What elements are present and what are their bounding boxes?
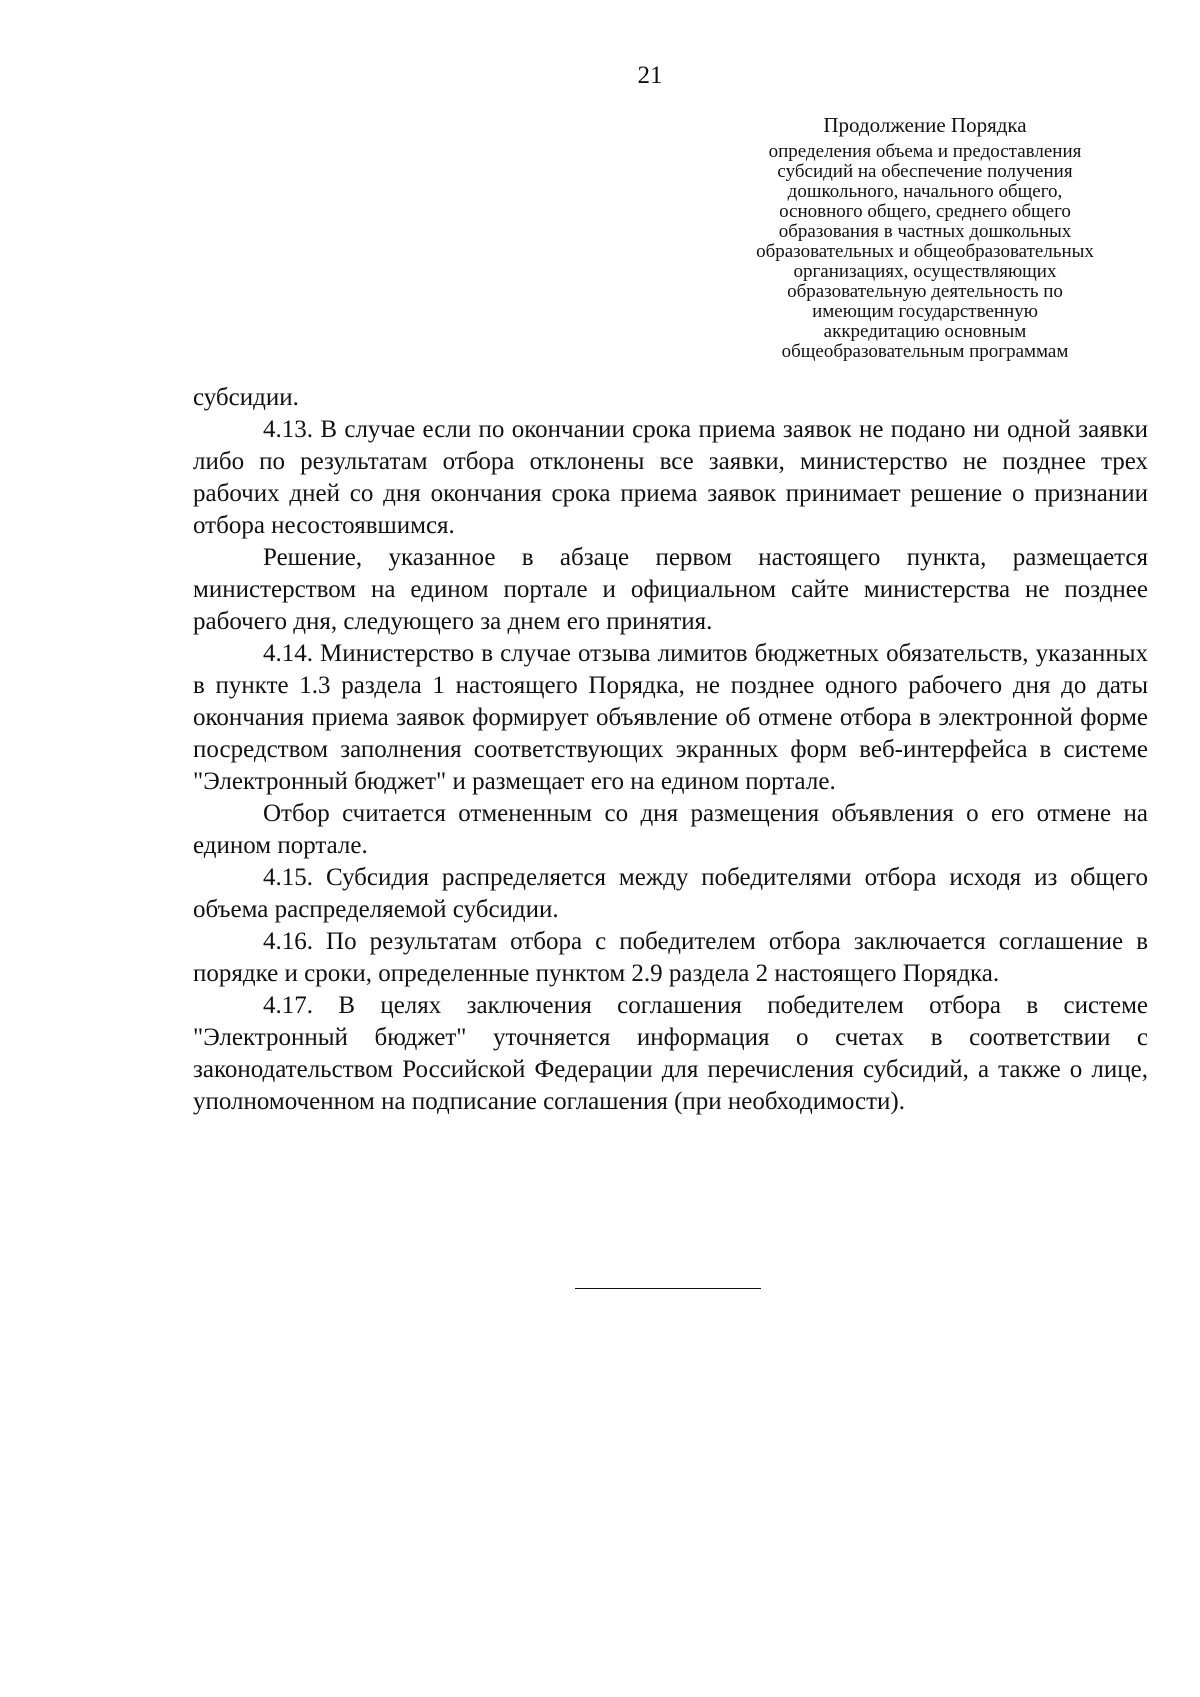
header-line: образовательную деятельность по: [787, 281, 1063, 302]
document-body: [193, 382, 1148, 1118]
paragraph-4-15: 4.15. Субсидия распределяется между победителями отбора исходя из общего объема распределяемой субсидии.: [193, 864, 1148, 923]
paragraph-4-16: 4.16. По результатам отбора с победителем отбора заключается соглашение в порядке и сроки, определенные пунктом 2.9 раздела 2 настоящего Порядка.: [193, 928, 1148, 987]
document-header: [700, 112, 1150, 362]
header-line: образовательных и общеобразовательных: [756, 241, 1094, 262]
header-line: общеобразовательным программам: [781, 341, 1069, 362]
paragraph-4-13: 4.13. В случае если по окончании срока приема заявок не подано ни одной заявки либо по результатам отбора отклонены все заявки, министерство не позднее трех рабочих дней со дня окончания срока приема заявок принимает решение о признании отбора несостоявшимся.: [193, 416, 1148, 539]
paragraph-4-13-decision: Решение, указанное в абзаце первом настоящего пункта, размещается министерством на едином портале и официальном сайте министерства не позднее рабочего дня, следующего за днем его принятия.: [193, 544, 1148, 635]
header-line: аккредитацию основным: [823, 321, 1027, 342]
paragraph-4-14-cancellation: Отбор считается отмененным со дня размещения объявления о его отмене на едином портале.: [193, 800, 1148, 859]
paragraph-4-14: 4.14. Министерство в случае отзыва лимитов бюджетных обязательств, указанных в пункте 1.3 раздела 1 настоящего Порядка, не позднее одного рабочего дня до даты окончания приема заявок формирует объявление об отмене отбора в электронной форме посредством заполнения соответствующих экранных форм веб-интерфейса в системе "Электронный бюджет" и размещает его на едином портале.: [193, 640, 1148, 795]
end-divider: [575, 1288, 761, 1289]
header-title: Продолжение Порядка: [823, 113, 1027, 137]
header-line: имеющим государственную: [812, 301, 1038, 322]
header-line: основного общего, среднего общего: [779, 201, 1071, 222]
paragraph-4-17: 4.17. В целях заключения соглашения победителем отбора в системе "Электронный бюджет" уточняется информация о счетах в соответствии с законодательством Российской Федерации для перечисления субсидий, а также о лице, уполномоченном на подписание соглашения (при необходимости).: [193, 992, 1148, 1115]
paragraph-continuation: субсидии.: [193, 384, 299, 411]
header-line: определения объема и предоставления: [768, 141, 1082, 162]
header-line: организациях, осуществляющих: [793, 261, 1057, 282]
header-line: дошкольного, начального общего,: [787, 181, 1063, 202]
header-line: образования в частных дошкольных: [778, 221, 1072, 242]
header-line: субсидий на обеспечение получения: [777, 161, 1073, 182]
page-number: 21: [637, 62, 663, 89]
